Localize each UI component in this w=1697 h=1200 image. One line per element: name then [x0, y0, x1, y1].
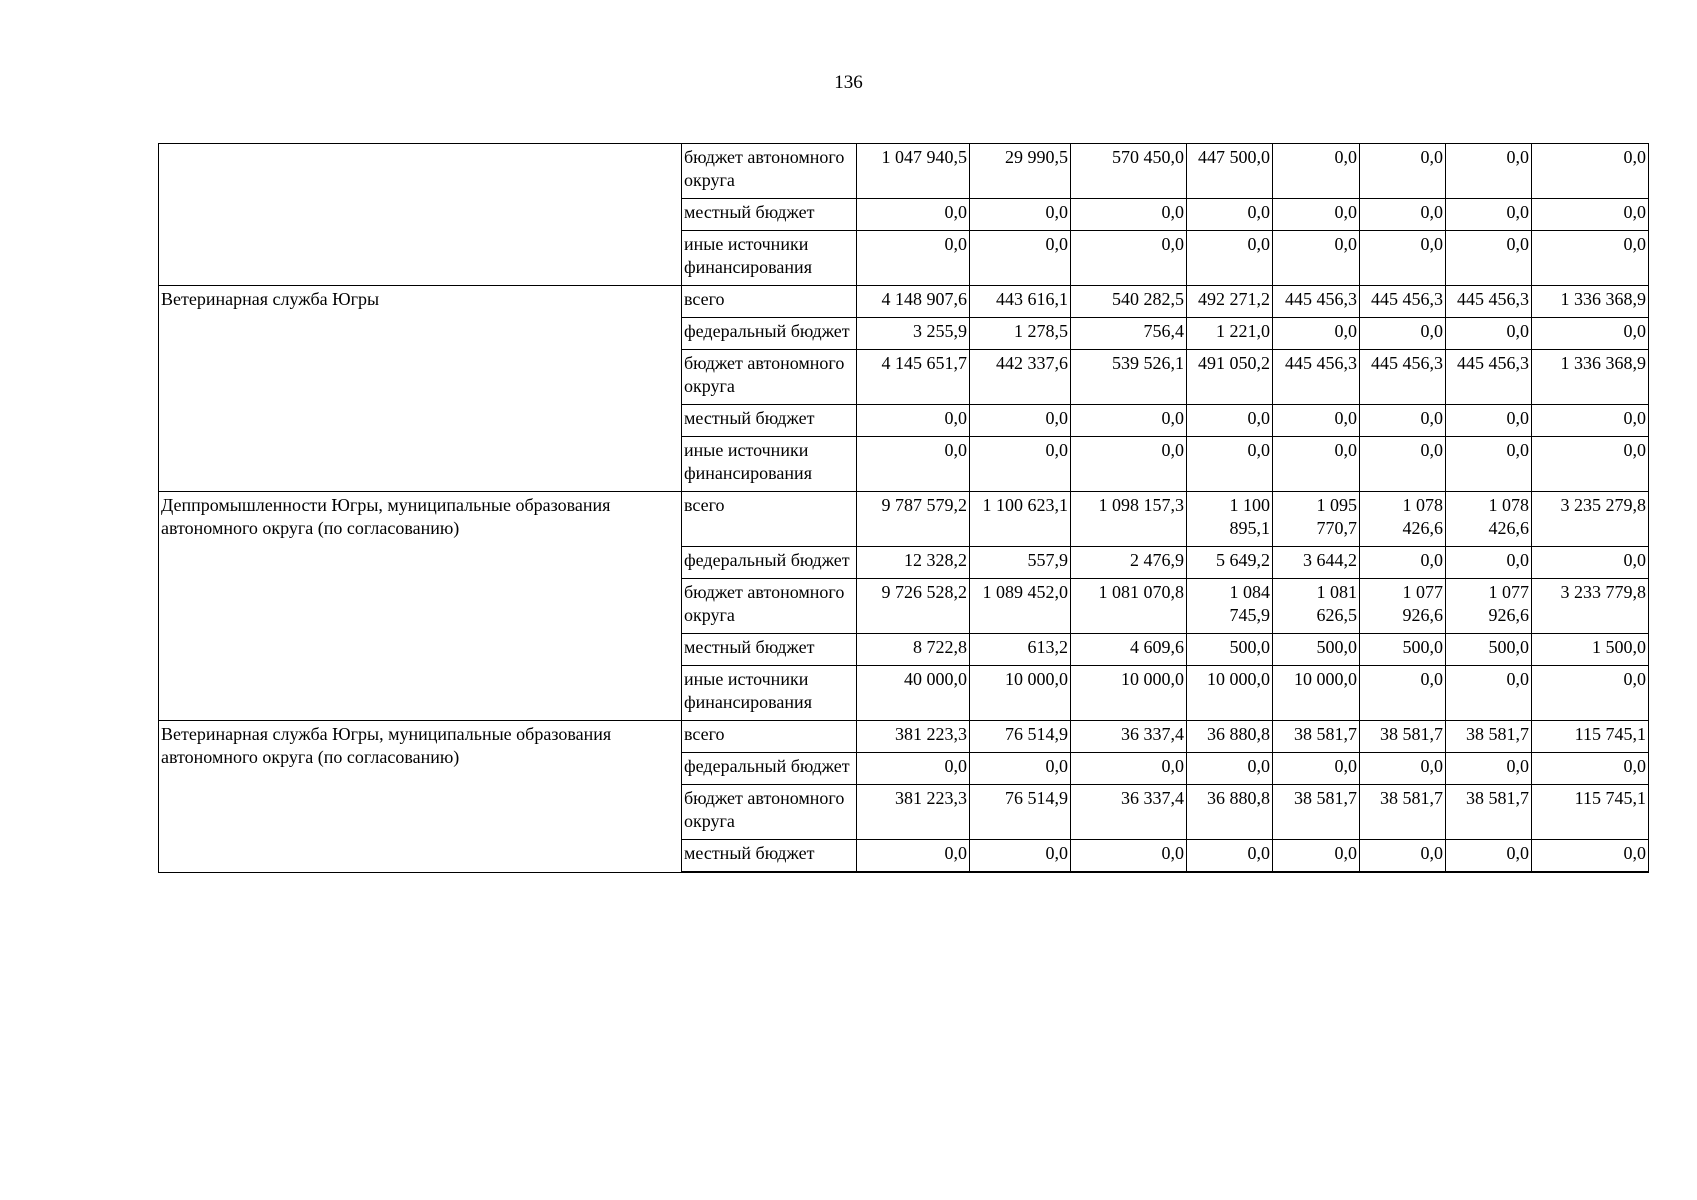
amount-cell: 442 337,6 — [970, 350, 1071, 405]
amount-cell: 381 223,3 — [857, 785, 970, 840]
amount-cell: 0,0 — [1360, 753, 1446, 785]
amount-cell: 36 880,8 — [1187, 785, 1273, 840]
amount-cell: 1 336 368,9 — [1532, 350, 1649, 405]
amount-cell: 613,2 — [970, 634, 1071, 666]
table-row — [159, 721, 1649, 753]
amount-cell: 0,0 — [970, 405, 1071, 437]
table-row — [159, 492, 1649, 547]
amount-cell: 10 000,0 — [970, 666, 1071, 721]
amount-cell: 0,0 — [1446, 840, 1532, 873]
amount-cell: 8 722,8 — [857, 634, 970, 666]
funding-source-cell: местный бюджет — [682, 199, 857, 231]
amount-cell: 0,0 — [857, 840, 970, 873]
amount-cell: 38 581,7 — [1273, 785, 1360, 840]
amount-cell: 0,0 — [1273, 840, 1360, 873]
amount-cell: 445 456,3 — [1446, 350, 1532, 405]
amount-cell: 76 514,9 — [970, 785, 1071, 840]
amount-cell: 570 450,0 — [1071, 144, 1187, 199]
table-row — [159, 286, 1649, 318]
table-body — [159, 144, 1649, 873]
amount-cell: 0,0 — [970, 199, 1071, 231]
funding-source-cell: иные источники финансирования — [682, 231, 857, 286]
amount-cell: 36 337,4 — [1071, 785, 1187, 840]
amount-cell: 9 787 579,2 — [857, 492, 970, 547]
amount-cell: 0,0 — [1187, 405, 1273, 437]
amount-cell: 10 000,0 — [1273, 666, 1360, 721]
amount-cell: 492 271,2 — [1187, 286, 1273, 318]
amount-cell: 38 581,7 — [1273, 721, 1360, 753]
financing-table — [158, 143, 1649, 873]
amount-cell: 0,0 — [1446, 547, 1532, 579]
funding-source-cell: всего — [682, 721, 857, 753]
amount-cell: 500,0 — [1187, 634, 1273, 666]
executor-cell: Ветеринарная служба Югры — [159, 286, 682, 492]
amount-cell: 0,0 — [1446, 231, 1532, 286]
amount-cell: 36 880,8 — [1187, 721, 1273, 753]
funding-source-cell: бюджет автономного округа — [682, 579, 857, 634]
funding-source-cell: федеральный бюджет — [682, 547, 857, 579]
amount-cell: 445 456,3 — [1446, 286, 1532, 318]
amount-cell: 1 100 623,1 — [970, 492, 1071, 547]
amount-cell: 500,0 — [1360, 634, 1446, 666]
amount-cell: 0,0 — [1360, 405, 1446, 437]
page-number: 136 — [834, 72, 863, 93]
amount-cell: 0,0 — [1446, 318, 1532, 350]
amount-cell: 0,0 — [1273, 405, 1360, 437]
funding-source-cell: федеральный бюджет — [682, 318, 857, 350]
amount-cell: 3 644,2 — [1273, 547, 1360, 579]
amount-cell: 0,0 — [1446, 144, 1532, 199]
amount-cell: 0,0 — [1071, 753, 1187, 785]
amount-cell: 0,0 — [1532, 144, 1649, 199]
funding-source-cell: иные источники финансирования — [682, 437, 857, 492]
amount-cell: 0,0 — [857, 753, 970, 785]
funding-source-cell: иные источники финансирования — [682, 666, 857, 721]
table-row — [159, 144, 1649, 199]
amount-cell: 1 095 770,7 — [1273, 492, 1360, 547]
amount-cell: 0,0 — [1071, 199, 1187, 231]
amount-cell: 5 649,2 — [1187, 547, 1273, 579]
amount-cell: 0,0 — [1446, 666, 1532, 721]
executor-cell — [159, 144, 682, 286]
amount-cell: 1 078 426,6 — [1446, 492, 1532, 547]
funding-source-cell: местный бюджет — [682, 840, 857, 873]
funding-source-cell: федеральный бюджет — [682, 753, 857, 785]
amount-cell: 2 476,9 — [1071, 547, 1187, 579]
funding-source-cell: местный бюджет — [682, 405, 857, 437]
amount-cell: 0,0 — [1446, 405, 1532, 437]
amount-cell: 10 000,0 — [1187, 666, 1273, 721]
amount-cell: 1 500,0 — [1532, 634, 1649, 666]
amount-cell: 29 990,5 — [970, 144, 1071, 199]
amount-cell: 0,0 — [1071, 231, 1187, 286]
amount-cell: 0,0 — [1360, 318, 1446, 350]
amount-cell: 0,0 — [1532, 231, 1649, 286]
amount-cell: 36 337,4 — [1071, 721, 1187, 753]
amount-cell: 3 235 279,8 — [1532, 492, 1649, 547]
amount-cell: 539 526,1 — [1071, 350, 1187, 405]
amount-cell: 9 726 528,2 — [857, 579, 970, 634]
amount-cell: 0,0 — [1532, 840, 1649, 873]
amount-cell: 447 500,0 — [1187, 144, 1273, 199]
amount-cell: 0,0 — [857, 437, 970, 492]
amount-cell: 38 581,7 — [1360, 785, 1446, 840]
amount-cell: 1 084 745,9 — [1187, 579, 1273, 634]
amount-cell: 38 581,7 — [1446, 785, 1532, 840]
amount-cell: 12 328,2 — [857, 547, 970, 579]
funding-source-cell: всего — [682, 492, 857, 547]
amount-cell: 0,0 — [1273, 753, 1360, 785]
amount-cell: 1 047 940,5 — [857, 144, 970, 199]
amount-cell: 0,0 — [1446, 199, 1532, 231]
amount-cell: 0,0 — [1532, 666, 1649, 721]
amount-cell: 38 581,7 — [1446, 721, 1532, 753]
amount-cell: 0,0 — [857, 405, 970, 437]
amount-cell: 0,0 — [1532, 199, 1649, 231]
amount-cell: 445 456,3 — [1273, 286, 1360, 318]
amount-cell: 0,0 — [1273, 318, 1360, 350]
amount-cell: 1 081 626,5 — [1273, 579, 1360, 634]
amount-cell: 0,0 — [1532, 437, 1649, 492]
amount-cell: 4 148 907,6 — [857, 286, 970, 318]
amount-cell: 0,0 — [857, 231, 970, 286]
amount-cell: 1 098 157,3 — [1071, 492, 1187, 547]
funding-source-cell: местный бюджет — [682, 634, 857, 666]
amount-cell: 0,0 — [1071, 840, 1187, 873]
amount-cell: 445 456,3 — [1360, 350, 1446, 405]
amount-cell: 40 000,0 — [857, 666, 970, 721]
amount-cell: 0,0 — [1273, 144, 1360, 199]
amount-cell: 0,0 — [1446, 437, 1532, 492]
amount-cell: 3 233 779,8 — [1532, 579, 1649, 634]
executor-cell: Деппромышленности Югры, муниципальные образования автономного округа (по согласованию) — [159, 492, 682, 721]
amount-cell: 1 100 895,1 — [1187, 492, 1273, 547]
amount-cell: 500,0 — [1446, 634, 1532, 666]
amount-cell: 0,0 — [1446, 753, 1532, 785]
amount-cell: 0,0 — [1071, 405, 1187, 437]
amount-cell: 1 336 368,9 — [1532, 286, 1649, 318]
amount-cell: 540 282,5 — [1071, 286, 1187, 318]
amount-cell: 0,0 — [1360, 547, 1446, 579]
amount-cell: 38 581,7 — [1360, 721, 1446, 753]
amount-cell: 1 077 926,6 — [1360, 579, 1446, 634]
amount-cell: 0,0 — [1187, 199, 1273, 231]
amount-cell: 0,0 — [970, 437, 1071, 492]
amount-cell: 0,0 — [970, 840, 1071, 873]
amount-cell: 0,0 — [970, 753, 1071, 785]
amount-cell: 0,0 — [1532, 318, 1649, 350]
amount-cell: 1 089 452,0 — [970, 579, 1071, 634]
amount-cell: 0,0 — [1532, 753, 1649, 785]
amount-cell: 445 456,3 — [1273, 350, 1360, 405]
executor-cell: Ветеринарная служба Югры, муниципальные образования автономного округа (по согласованию) — [159, 721, 682, 873]
amount-cell: 756,4 — [1071, 318, 1187, 350]
amount-cell: 1 221,0 — [1187, 318, 1273, 350]
amount-cell: 0,0 — [1273, 231, 1360, 286]
amount-cell: 0,0 — [1360, 666, 1446, 721]
amount-cell: 4 609,6 — [1071, 634, 1187, 666]
amount-cell: 0,0 — [857, 199, 970, 231]
amount-cell: 0,0 — [970, 231, 1071, 286]
amount-cell: 500,0 — [1273, 634, 1360, 666]
amount-cell: 76 514,9 — [970, 721, 1071, 753]
amount-cell: 0,0 — [1360, 840, 1446, 873]
amount-cell: 0,0 — [1187, 437, 1273, 492]
amount-cell: 0,0 — [1273, 199, 1360, 231]
amount-cell: 381 223,3 — [857, 721, 970, 753]
amount-cell: 0,0 — [1532, 405, 1649, 437]
amount-cell: 0,0 — [1532, 547, 1649, 579]
funding-source-cell: бюджет автономного округа — [682, 785, 857, 840]
amount-cell: 443 616,1 — [970, 286, 1071, 318]
amount-cell: 0,0 — [1360, 231, 1446, 286]
amount-cell: 0,0 — [1187, 753, 1273, 785]
amount-cell: 115 745,1 — [1532, 721, 1649, 753]
amount-cell: 0,0 — [1071, 437, 1187, 492]
amount-cell: 1 077 926,6 — [1446, 579, 1532, 634]
amount-cell: 0,0 — [1187, 231, 1273, 286]
amount-cell: 1 278,5 — [970, 318, 1071, 350]
amount-cell: 1 081 070,8 — [1071, 579, 1187, 634]
amount-cell: 0,0 — [1360, 199, 1446, 231]
funding-source-cell: бюджет автономного округа — [682, 144, 857, 199]
funding-source-cell: всего — [682, 286, 857, 318]
amount-cell: 0,0 — [1187, 840, 1273, 873]
amount-cell: 0,0 — [1273, 437, 1360, 492]
amount-cell: 3 255,9 — [857, 318, 970, 350]
amount-cell: 557,9 — [970, 547, 1071, 579]
amount-cell: 10 000,0 — [1071, 666, 1187, 721]
amount-cell: 445 456,3 — [1360, 286, 1446, 318]
amount-cell: 0,0 — [1360, 437, 1446, 492]
amount-cell: 115 745,1 — [1532, 785, 1649, 840]
amount-cell: 1 078 426,6 — [1360, 492, 1446, 547]
amount-cell: 4 145 651,7 — [857, 350, 970, 405]
funding-source-cell: бюджет автономного округа — [682, 350, 857, 405]
amount-cell: 491 050,2 — [1187, 350, 1273, 405]
amount-cell: 0,0 — [1360, 144, 1446, 199]
